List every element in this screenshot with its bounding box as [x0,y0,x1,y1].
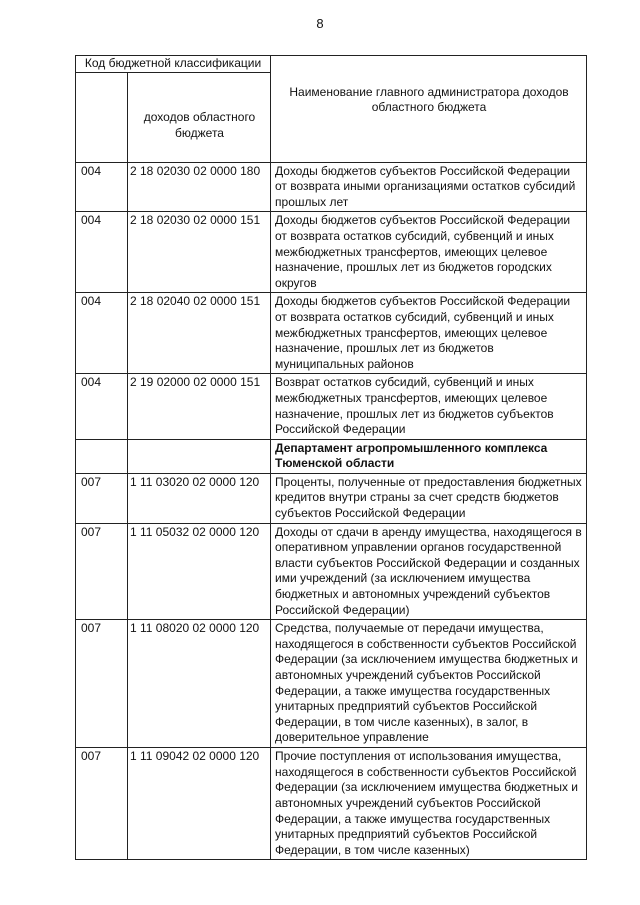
table-row [76,620,587,748]
table-row [76,162,587,212]
header-group-label: Код бюджетной классификации [76,56,271,73]
budget-code: 2 19 02000 02 0000 151 [128,374,271,439]
revenue-name: Доходы бюджетов субъектов Российской Федерации от возврата остатков субсидий, субвенций и иных межбюджетных трансфертов, имеющих целевое назначение, прошлых лет из бюджетов муниципальных районов [271,293,587,374]
section-row [76,439,587,473]
table-header-row [76,56,587,73]
table-row [76,374,587,439]
budget-code: 1 11 03020 02 0000 120 [128,473,271,523]
admin-code: 007 [76,748,128,860]
admin-code: 007 [76,473,128,523]
table-row [76,212,587,293]
page-number: 8 [316,16,324,31]
header-income-label: доходов областного бюджета [128,72,271,162]
revenue-name: Доходы бюджетов субъектов Российской Федерации от возврата остатков субсидий, субвенций и иных межбюджетных трансфертов, имеющих целевое назначение, прошлых лет из бюджетов городских округов [271,212,587,293]
revenue-name: Прочие поступления от использования имущества, находящегося в собственности субъектов Российской Федерации (за исключением имущества бюджетных и автономных учреждений субъектов Российской Федерации, а также имущества государственных унитарных предприятий субъектов Российской Федерации, в том числе казенных) [271,748,587,860]
budget-code: 2 18 02030 02 0000 151 [128,212,271,293]
admin-code: 004 [76,374,128,439]
table-row [76,523,587,620]
budget-code: 2 18 02040 02 0000 151 [128,293,271,374]
revenue-name: Возврат остатков субсидий, субвенций и иных межбюджетных трансфертов, имеющих целевое назначение, прошлых лет из бюджетов субъектов Российской Федерации [271,374,587,439]
admin-code: 004 [76,293,128,374]
budget-code: 1 11 08020 02 0000 120 [128,620,271,748]
budget-classification-table [75,55,587,860]
section-title: Департамент агропромышленного комплекса Тюменской области [271,439,587,473]
admin-code: 007 [76,620,128,748]
table-row [76,293,587,374]
budget-code: 1 11 05032 02 0000 120 [128,523,271,620]
admin-code: 004 [76,162,128,212]
section-empty-cell [128,439,271,473]
budget-code: 2 18 02030 02 0000 180 [128,162,271,212]
revenue-name: Доходы бюджетов субъектов Российской Федерации от возврата иными организациями остатков субсидий прошлых лет [271,162,587,212]
admin-code: 004 [76,212,128,293]
revenue-name: Средства, получаемые от передачи имущества, находящегося в собственности субъектов Российской Федерации (за исключением имущества бюджетных и автономных учреждений субъектов Российской Федерации, а также имущества государственных унитарных предприятий субъектов Российской Федерации, в том числе казенных), в залог, в доверительное управление [271,620,587,748]
admin-code: 007 [76,523,128,620]
revenue-name: Проценты, полученные от предоставления бюджетных кредитов внутри страны за счет средств бюджетов субъектов Российской Федерации [271,473,587,523]
revenue-name: Доходы от сдачи в аренду имущества, находящегося в оперативном управлении органов государственной власти субъектов Российской Федерации и созданных ими учреждений (за исключением имущества бюджетных и автономных учреждений субъектов Российской Федерации) [271,523,587,620]
header-admin-cell [76,72,128,162]
table-row [76,473,587,523]
table-row [76,748,587,860]
budget-code: 1 11 09042 02 0000 120 [128,748,271,860]
header-name-label: Наименование главного администратора доходов областного бюджета [271,56,587,163]
section-empty-cell [76,439,128,473]
